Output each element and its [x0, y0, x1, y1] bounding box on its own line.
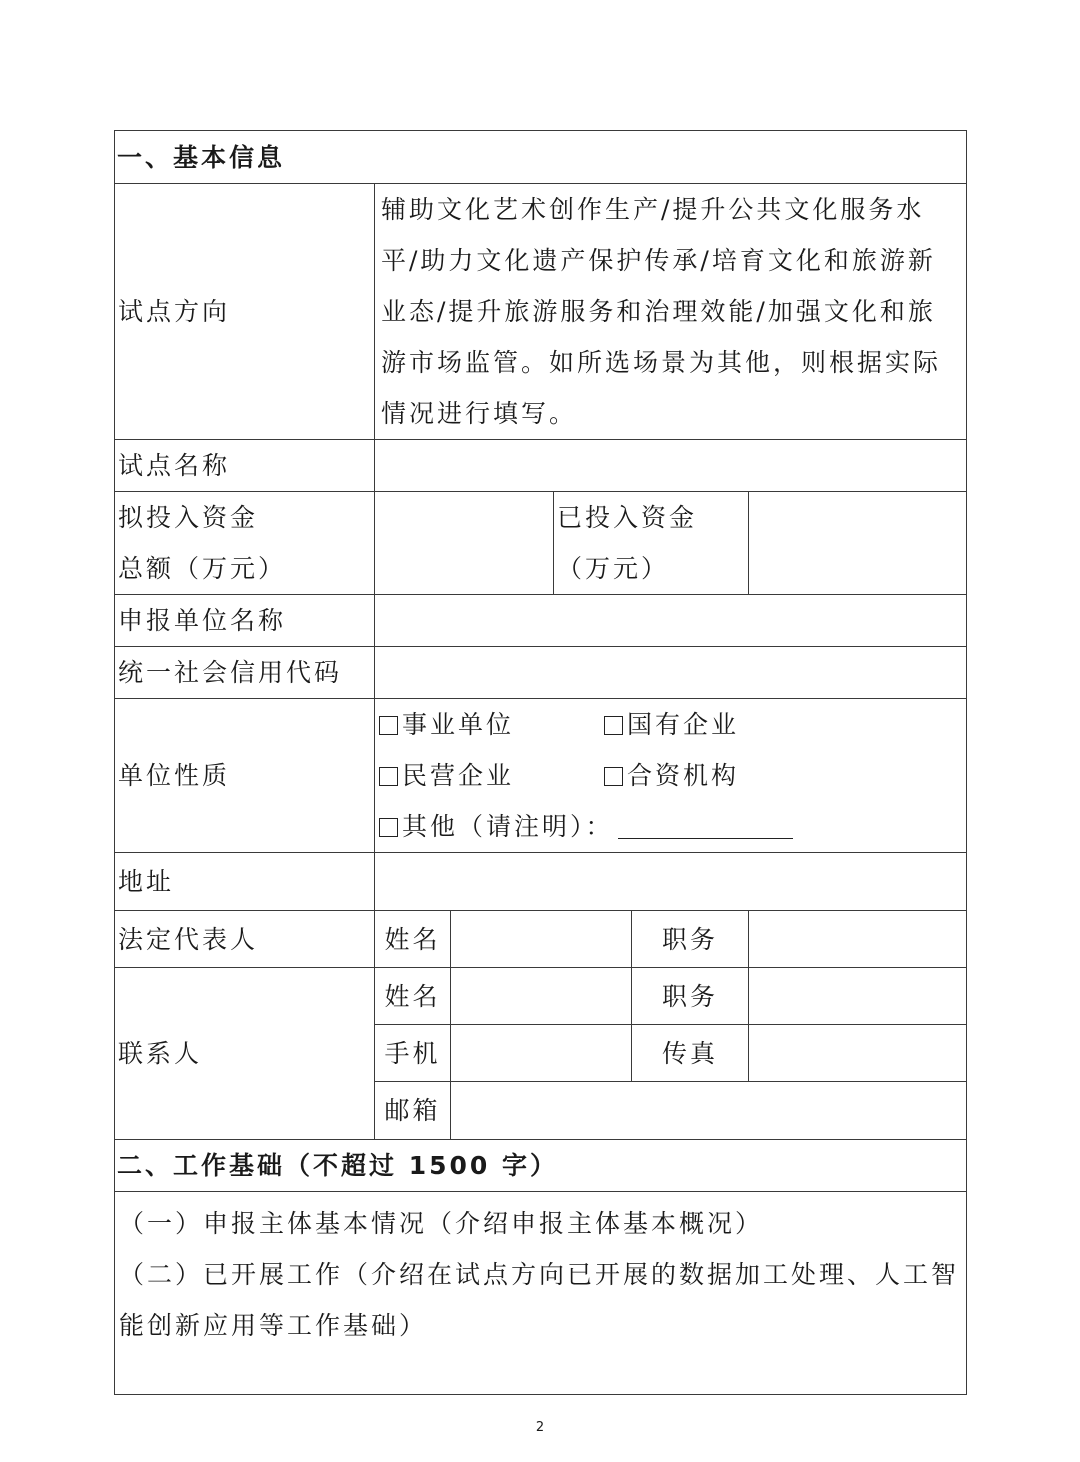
option-other-label: 其他（请注明）：: [402, 812, 614, 841]
address-label: 地址: [115, 853, 375, 911]
org-type-label: 单位性质: [115, 699, 375, 853]
org-name-label: 申报单位名称: [115, 595, 375, 647]
contact-label: 联系人: [115, 968, 375, 1140]
credit-code-field[interactable]: [375, 647, 967, 699]
work-foundation-content: [115, 1192, 967, 1395]
option-private[interactable]: [379, 750, 604, 801]
work-foundation-item-1: （一）申报主体基本情况（介绍申报主体基本概况）: [119, 1209, 764, 1238]
org-type-row-2: [379, 750, 966, 801]
option-public-institution-label: 事业单位: [402, 710, 515, 739]
other-specify-blank[interactable]: [618, 810, 793, 839]
invested-funds-field[interactable]: [749, 492, 967, 595]
checkbox-joint-venture[interactable]: [604, 767, 623, 786]
checkbox-private[interactable]: [379, 767, 398, 786]
option-state-owned-label: 国有企业: [627, 710, 740, 739]
page-number: 2: [535, 1420, 545, 1435]
legal-rep-name-label: 姓名: [375, 911, 451, 968]
option-private-label: 民营企业: [402, 761, 515, 790]
contact-name-field[interactable]: [451, 968, 632, 1025]
checkbox-public-institution[interactable]: [379, 716, 398, 735]
invested-funds-label-line2: （万元）: [557, 554, 670, 583]
pilot-direction-label: 试点方向: [115, 184, 375, 440]
org-type-options: [375, 699, 967, 853]
option-joint-venture[interactable]: [604, 750, 829, 801]
checkbox-other[interactable]: [379, 818, 398, 837]
address-field[interactable]: [375, 853, 967, 911]
planned-funds-label: [115, 492, 375, 595]
contact-email-field[interactable]: [451, 1082, 967, 1140]
legal-rep-label: 法定代表人: [115, 911, 375, 968]
option-joint-venture-label: 合资机构: [627, 761, 740, 790]
work-foundation-item-2: （二）已开展工作（介绍在试点方向已开展的数据加工处理、人工智能创新应用等工作基础）: [119, 1260, 960, 1340]
contact-phone-field[interactable]: [451, 1025, 632, 1082]
contact-name-label: 姓名: [375, 968, 451, 1025]
org-type-row-3: [379, 801, 966, 852]
invested-funds-label: [554, 492, 749, 595]
contact-title-label: 职务: [632, 968, 749, 1025]
org-name-field[interactable]: [375, 595, 967, 647]
application-form-table: [114, 130, 967, 1395]
planned-funds-label-line2: 总额（万元）: [118, 554, 287, 583]
invested-funds-label-line1: 已投入资金: [557, 503, 698, 532]
pilot-name-field[interactable]: [375, 440, 967, 492]
option-other[interactable]: [379, 812, 614, 841]
section2-title: 二、工作基础（不超过 1500 字）: [115, 1140, 967, 1192]
credit-code-label: 统一社会信用代码: [115, 647, 375, 699]
pilot-name-label: 试点名称: [115, 440, 375, 492]
org-type-row-1: [379, 699, 966, 750]
legal-rep-name-field[interactable]: [451, 911, 632, 968]
contact-email-label: 邮箱: [375, 1082, 451, 1140]
contact-phone-label: 手机: [375, 1025, 451, 1082]
contact-title-field[interactable]: [749, 968, 967, 1025]
option-state-owned[interactable]: [604, 699, 829, 750]
planned-funds-label-line1: 拟投入资金: [118, 503, 259, 532]
legal-rep-title-label: 职务: [632, 911, 749, 968]
contact-fax-label: 传真: [632, 1025, 749, 1082]
contact-fax-field[interactable]: [749, 1025, 967, 1082]
section1-title: 一、基本信息: [115, 131, 967, 184]
checkbox-state-owned[interactable]: [604, 716, 623, 735]
option-public-institution[interactable]: [379, 699, 604, 750]
legal-rep-title-field[interactable]: [749, 911, 967, 968]
planned-funds-field[interactable]: [375, 492, 554, 595]
pilot-direction-text: 辅助文化艺术创作生产/提升公共文化服务水平/助力文化遗产保护传承/培育文化和旅游新业态/提升旅游服务和治理效能/加强文化和旅游市场监管。如所选场景为其他，则根据实际情况进行填写。: [375, 184, 967, 440]
